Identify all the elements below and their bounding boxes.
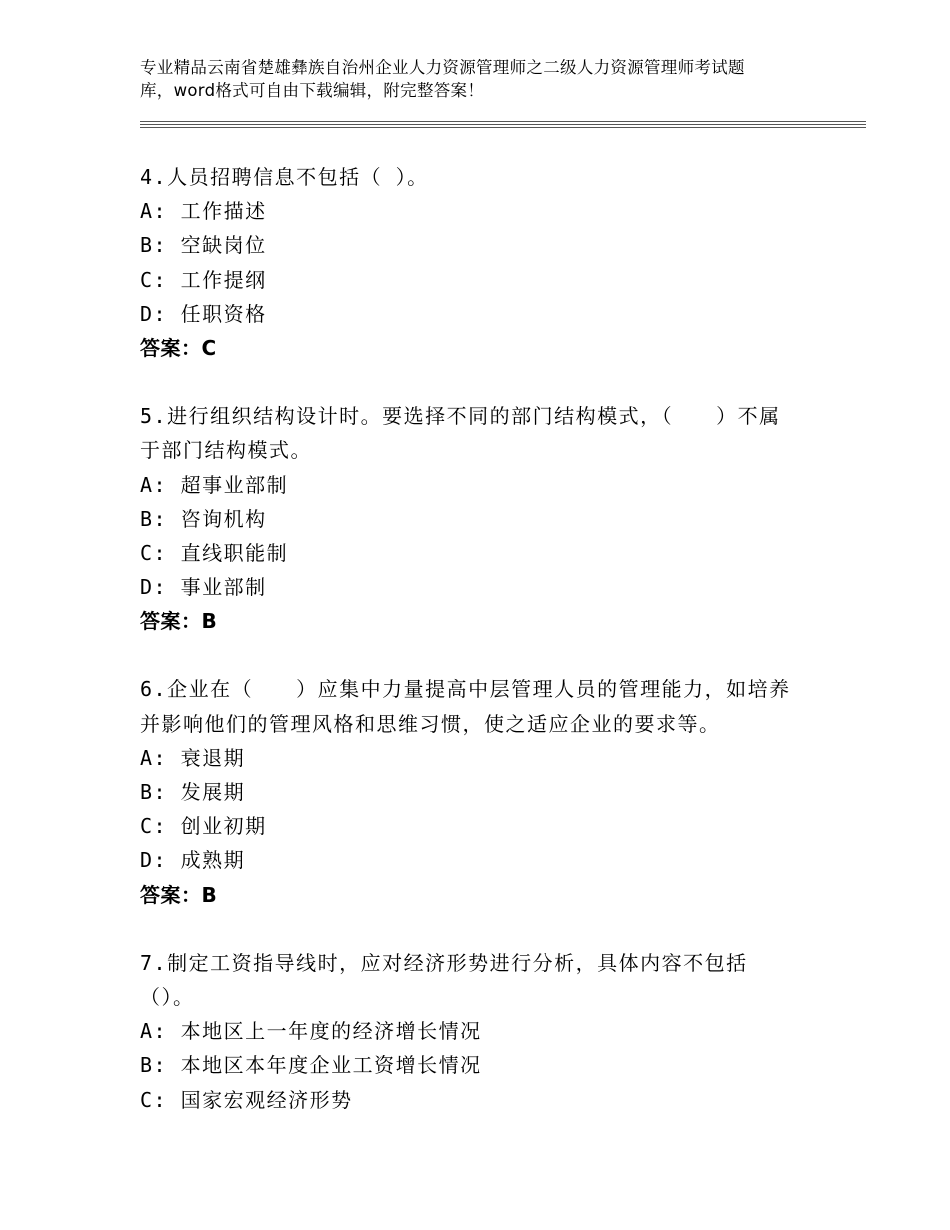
- header-line-2: 库，word格式可自由下载编辑，附完整答案！: [140, 81, 485, 100]
- question-text-line-2: 于部门结构模式。: [140, 438, 312, 463]
- question-text-line-2: 并影响他们的管理风格和思维习惯，使之适应企业的要求等。: [140, 711, 721, 736]
- question-text-line-1: 6.企业在（ ）应集中力量提高中层管理人员的管理能力，如培养: [140, 677, 791, 702]
- option-b: B: 空缺岗位: [140, 233, 267, 258]
- option-d: D: 成熟期: [140, 848, 246, 873]
- answer-label: 答案：B: [140, 882, 218, 907]
- option-c: C: 直线职能制: [140, 540, 289, 565]
- option-a: A: 超事业部制: [140, 472, 289, 497]
- answer-label: 答案：B: [140, 609, 218, 634]
- header-divider-2: [140, 124, 866, 125]
- answer-label: 答案：C: [140, 335, 217, 360]
- option-b: B: 发展期: [140, 780, 246, 804]
- option-a: A: 工作描述: [140, 199, 267, 224]
- header-divider-1: [140, 121, 866, 122]
- question-5: [140, 399, 860, 638]
- header-line-1: 专业精品云南省楚雄彝族自治州企业人力资源管理师之二级人力资源管理师考试题: [140, 58, 745, 77]
- question-text: 4.人员招聘信息不包括（ ）。: [140, 165, 429, 189]
- option-a: A: 衰退期: [140, 745, 246, 770]
- option-b: B: 本地区本年度企业工资增长情况: [140, 1053, 482, 1078]
- question-7: [140, 946, 860, 1117]
- question-text-line-1: 7.制定工资指导线时，应对经济形势进行分析，具体内容不包括: [140, 950, 748, 975]
- option-d: D: 任职资格: [140, 301, 267, 326]
- option-c: C: 工作提纲: [140, 267, 267, 292]
- question-list: [140, 160, 860, 1151]
- question-text-line-1: 5.进行组织结构设计时。要选择不同的部门结构模式，（ ）不属: [140, 404, 781, 429]
- option-a: A: 本地区上一年度的经济增长情况: [140, 1019, 482, 1044]
- option-d: D: 事业部制: [140, 575, 267, 600]
- header-divider-3: [140, 127, 866, 128]
- question-6: [140, 672, 860, 911]
- option-c: C: 国家宏观经济形势: [140, 1087, 353, 1112]
- question-text-line-2: （）。: [140, 984, 195, 1009]
- document-header: [140, 56, 840, 102]
- question-4: [140, 160, 860, 365]
- option-c: C: 创业初期: [140, 814, 267, 839]
- option-b: B: 咨询机构: [140, 506, 267, 531]
